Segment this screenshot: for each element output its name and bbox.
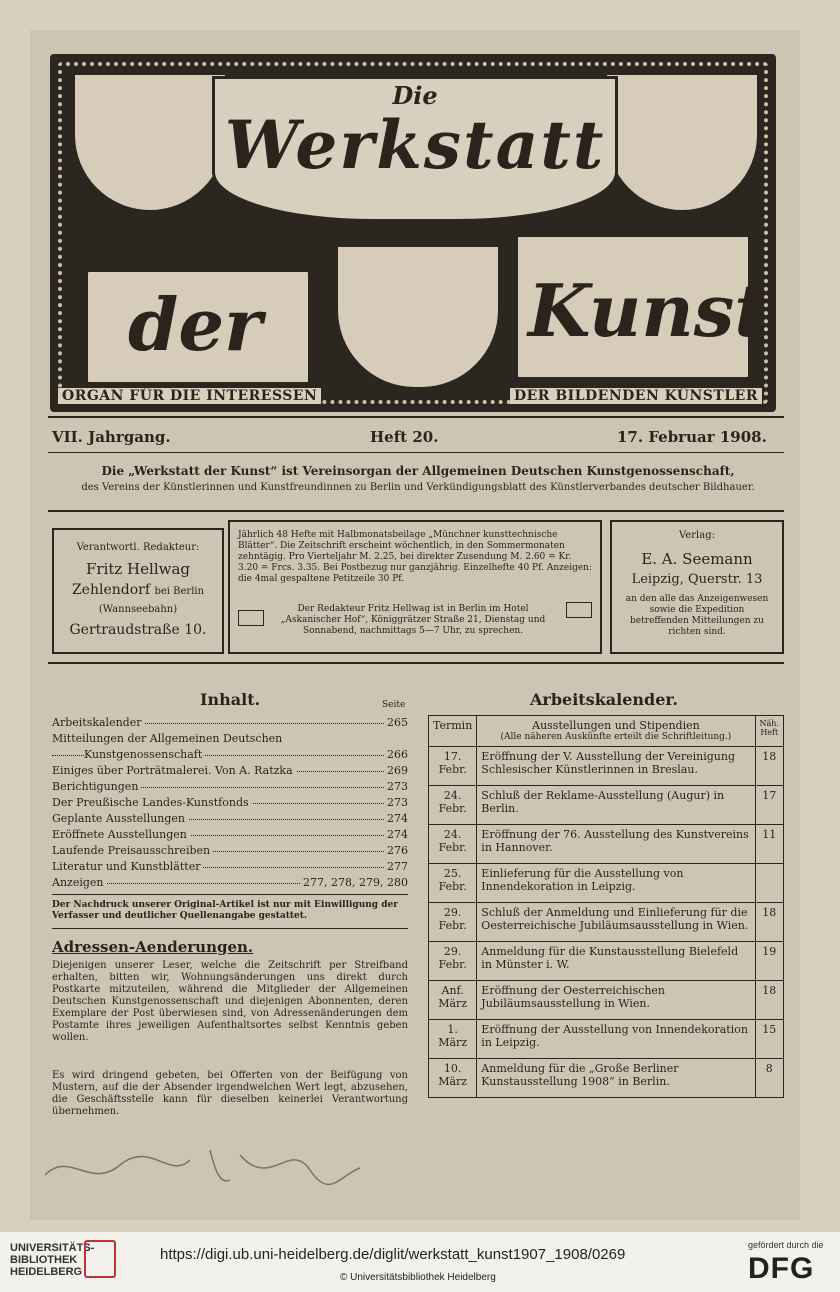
toc-row bbox=[52, 732, 408, 748]
toc-title bbox=[84, 748, 205, 761]
reprint-note: Der Nachdruck unserer Original-Artikel ist nur mit Einwilligung der Verfasser und deutlicher Quellenangabe gestattet. bbox=[52, 900, 398, 921]
info-box bbox=[228, 520, 602, 654]
calendar-header-row bbox=[429, 716, 784, 747]
calendar-cell-heft: 8 bbox=[755, 1059, 783, 1098]
info-text: Jährlich 48 Hefte mit Halbmonatsbeilage „Münchner kunsttechnische Blätter“. Die Zeitschrift erscheint wöchentlich, in den Sommermonaten zehntägig. Pro Vierteljahr M. 2.25, bei direkter Zusendung M. 2.60 = Kr. 3.20 = Frcs. 3.35. Bei Postbezug nur ganzjährig. Einzelhefte 40 Pf. Anzeigen: die 4mal gespaltene Petitzeile 30 Pf. bbox=[238, 530, 593, 584]
publisher-name: E. A. Seemann bbox=[641, 550, 753, 568]
editor-street: Gertraudstraße 10. bbox=[69, 622, 207, 638]
toc-page: 273 bbox=[384, 796, 408, 809]
handwritten-signature bbox=[40, 1130, 370, 1200]
publisher-label: Verlag: bbox=[679, 530, 715, 541]
calendar-cell-text: Eröffnung der V. Ausstellung der Vereinigung Schlesischer Künstlerinnen in Breslau. bbox=[477, 747, 755, 786]
calendar-cell-text: Schluß der Anmeldung und Einlieferung für die Oesterreichische Jubiläumsausstellung in Wien. bbox=[477, 903, 755, 942]
calendar-row bbox=[429, 747, 784, 786]
library-logo-icon bbox=[84, 1240, 116, 1278]
calendar-table bbox=[428, 715, 784, 1098]
editor-place-suffix: bei Berlin bbox=[154, 586, 205, 597]
jahrgang: VII. Jahrgang. bbox=[52, 428, 171, 446]
toc-page: 266 bbox=[384, 748, 408, 761]
toc-row bbox=[52, 716, 408, 732]
hand-icon-right bbox=[566, 602, 592, 618]
title-banner bbox=[212, 76, 618, 222]
toc-row bbox=[52, 876, 408, 892]
toc-row bbox=[52, 796, 408, 812]
calendar-cell-heft bbox=[755, 864, 783, 903]
toc-title bbox=[52, 860, 203, 873]
calendar-cell-heft: 18 bbox=[755, 981, 783, 1020]
calendar-cell-text: Eröffnung der Oesterreichischen Jubiläumsausstellung in Wien. bbox=[477, 981, 755, 1020]
calendar-cell-text: Anmeldung für die Kunstausstellung Bielefeld in Münster i. W. bbox=[477, 942, 755, 981]
calendar-cell-heft: 11 bbox=[755, 825, 783, 864]
toc-title bbox=[52, 732, 285, 745]
toc-title bbox=[52, 764, 296, 777]
calendar-cell-heft: 18 bbox=[755, 903, 783, 942]
toc-page: 277 bbox=[384, 860, 408, 873]
info-office: Der Redakteur Fritz Hellwag ist in Berlin im Hotel „Askanischer Hof“, Königgrätzer Straße 21, Dienstag und Sonnabend, nachmittags 5—7 Uhr, zu sprechen. bbox=[280, 604, 546, 636]
calendar-cell-heft: 17 bbox=[755, 786, 783, 825]
calendar-cell-text: Einlieferung für die Ausstellung von Innendekoration in Leipzig. bbox=[477, 864, 755, 903]
issue-line bbox=[52, 428, 784, 450]
calendar-cell-heft: 15 bbox=[755, 1020, 783, 1059]
toc-page: 274 bbox=[384, 828, 408, 841]
calendar-row bbox=[429, 786, 784, 825]
title-kunst: Kunst bbox=[528, 268, 768, 353]
toc-page: 269 bbox=[384, 764, 408, 777]
calendar-cell-date: Anf. März bbox=[429, 981, 477, 1020]
toc-page: 265 bbox=[384, 716, 408, 729]
toc-page-col: Seite bbox=[382, 700, 406, 710]
toc-title-text: Laufende Preisausschreiben bbox=[52, 844, 213, 857]
calendar-row bbox=[429, 942, 784, 981]
toc-title bbox=[52, 812, 188, 825]
calendar-cell-date: 24. Febr. bbox=[429, 786, 477, 825]
publisher-box bbox=[610, 520, 784, 654]
calendar-cell-text: Schluß der Reklame-Ausstellung (Augur) in Berlin. bbox=[477, 786, 755, 825]
toc-title-text: Berichtigungen bbox=[52, 780, 141, 793]
toc-page: 274 bbox=[384, 812, 408, 825]
organ-right: DER BILDENDEN KÜNSTLER bbox=[510, 388, 762, 404]
toc-row bbox=[52, 828, 408, 844]
toc-title bbox=[52, 844, 213, 857]
copyright: © Universitätsbibliothek Heidelberg bbox=[340, 1272, 496, 1283]
editor-name: Fritz Hellwag bbox=[85, 560, 190, 578]
calendar-row bbox=[429, 903, 784, 942]
toc-page: 273 bbox=[384, 780, 408, 793]
notice-line-1: Die „Werkstatt der Kunst“ ist Vereinsorgan der Allgemeinen Deutschen Kunstgenossenschaft, bbox=[101, 464, 735, 478]
calendar-col-main bbox=[477, 716, 755, 747]
toc-row bbox=[52, 748, 408, 764]
source-url[interactable]: https://digi.ub.uni-heidelberg.de/diglit/werkstatt_kunst1907_1908/0269 bbox=[160, 1246, 626, 1263]
calendar-cell-date: 29. Febr. bbox=[429, 903, 477, 942]
calendar-row bbox=[429, 864, 784, 903]
toc-title-text: Geplante Ausstellungen bbox=[52, 812, 188, 825]
rule-boxes-bottom bbox=[48, 662, 784, 664]
calendar-cell-date: 25. Febr. bbox=[429, 864, 477, 903]
calendar-cell-heft: 19 bbox=[755, 942, 783, 981]
toc-row bbox=[52, 860, 408, 876]
calendar-cell-text: Eröffnung der Ausstellung von Innendekoration in Leipzig. bbox=[477, 1020, 755, 1059]
heft-number: Heft 20. bbox=[370, 428, 439, 446]
toc-title bbox=[52, 780, 141, 793]
issue-date: 17. Februar 1908. bbox=[617, 428, 767, 446]
title-werkstatt: Werkstatt bbox=[224, 106, 606, 184]
calendar-cell-text: Anmeldung für die „Große Berliner Kunstausstellung 1908“ in Berlin. bbox=[477, 1059, 755, 1098]
calendar-cell-date: 17. Febr. bbox=[429, 747, 477, 786]
toc-row bbox=[52, 780, 408, 796]
calendar-cell-date: 24. Febr. bbox=[429, 825, 477, 864]
organ-left: ORGAN FÜR DIE INTERESSEN bbox=[58, 388, 321, 404]
toc-title bbox=[52, 716, 144, 729]
library-logo-text: UNIVERSITÄTS- BIBLIOTHEK HEIDELBERG bbox=[10, 1242, 95, 1278]
rule-reprint bbox=[52, 928, 408, 929]
toc-row bbox=[52, 812, 408, 828]
toc-heading: Inhalt. bbox=[200, 690, 261, 709]
calendar-col-heft: Näh. Heft bbox=[755, 716, 783, 747]
footer-bar bbox=[0, 1232, 840, 1292]
toc-title bbox=[52, 876, 107, 889]
calendar-cell-date: 1. März bbox=[429, 1020, 477, 1059]
title-der: der bbox=[128, 282, 263, 367]
notice bbox=[52, 464, 784, 493]
calendar-row bbox=[429, 1059, 784, 1098]
calendar-body bbox=[429, 747, 784, 1098]
calendar-col-date: Termin bbox=[429, 716, 477, 747]
calendar-cell-text: Eröffnung der 76. Ausstellung des Kunstvereins in Hannover. bbox=[477, 825, 755, 864]
rule-issue bbox=[48, 452, 784, 453]
toc-row bbox=[52, 764, 408, 780]
calendar-col-main-title: Ausstellungen und Stipendien bbox=[532, 719, 700, 732]
address-text: Diejenigen unserer Leser, welche die Zeitschrift per Streifband erhalten, bitten wir, Wohnungsänderungen uns direkt durch Postkarte mitzuteilen, während die Mitglieder der Allgemeinen Deutschen Kunstgenossenschaft und diejenigen Abonnenten, deren Exemplare der Post überwiesen sind, von Adressenänderungen dem Postamte ihres jeweiligen Aufenthaltsortes selbst Kenntnis geben wollen. bbox=[52, 960, 408, 1043]
editor-place-name: Zehlendorf bbox=[71, 582, 151, 598]
hand-icon-left bbox=[238, 610, 264, 626]
funded-by: gefördert durch die bbox=[748, 1240, 824, 1250]
title-die: Die bbox=[392, 81, 438, 110]
toc-title-text: Einiges über Porträtmalerei. Von A. Ratzka bbox=[52, 764, 296, 777]
offer-text: Es wird dringend gebeten, bei Offerten von der Beifügung von Mustern, auf die der Absender irgendwelchen Wert legt, abzusehen, die Geschäftsstelle kann für dieselben keinerlei Verantwortung übernehmen. bbox=[52, 1070, 408, 1117]
toc-page: 276 bbox=[384, 844, 408, 857]
toc-title-text: Mitteilungen der Allgemeinen Deutschen bbox=[52, 732, 285, 745]
toc-title-text: Arbeitskalender bbox=[52, 716, 144, 729]
address-heading: Adressen-Aenderungen. bbox=[52, 938, 254, 956]
toc-title-text: Eröffnete Ausstellungen bbox=[52, 828, 190, 841]
calendar-row bbox=[429, 981, 784, 1020]
calendar-row bbox=[429, 825, 784, 864]
calendar-heading: Arbeitskalender. bbox=[530, 690, 678, 709]
calendar-cell-date: 29. Febr. bbox=[429, 942, 477, 981]
calendar-col-main-sub: (Alle näheren Auskünfte erteilt die Schriftleitung.) bbox=[500, 732, 732, 742]
calendar-row bbox=[429, 1020, 784, 1059]
editor-box bbox=[52, 528, 224, 654]
toc-title-text: Der Preußische Landes-Kunstfonds bbox=[52, 796, 252, 809]
toc-title-text: Anzeigen bbox=[52, 876, 107, 889]
rule-toc bbox=[52, 894, 408, 895]
rule-top bbox=[48, 416, 784, 418]
editor-place-note: (Wannseebahn) bbox=[98, 604, 178, 615]
toc-row bbox=[52, 844, 408, 860]
dfg-logo: DFG bbox=[748, 1252, 815, 1285]
publisher-note: an den alle das Anzeigenwesen sowie die Expedition betreffenden Mitteilungen zu richten sind. bbox=[625, 594, 769, 637]
publisher-address: Leipzig, Querstr. 13 bbox=[631, 572, 763, 587]
rule-boxes-top bbox=[48, 510, 784, 512]
toc-title bbox=[52, 828, 190, 841]
toc-page: 277, 278, 279, 280 bbox=[300, 876, 408, 889]
editor-place bbox=[54, 582, 222, 598]
calendar-cell-heft: 18 bbox=[755, 747, 783, 786]
editor-label: Verantwortl. Redakteur: bbox=[76, 542, 200, 553]
toc-title-text: Literatur und Kunstblätter bbox=[52, 860, 203, 873]
calendar-cell-date: 10. März bbox=[429, 1059, 477, 1098]
notice-line-2: des Vereins der Künstlerinnen und Kunstfreundinnen zu Berlin und Verkündigungsblatt des Künstlerverbandes deutscher Bildhauer. bbox=[81, 482, 755, 493]
toc-title bbox=[52, 796, 252, 809]
toc-title-text: Kunstgenossenschaft bbox=[84, 748, 205, 761]
